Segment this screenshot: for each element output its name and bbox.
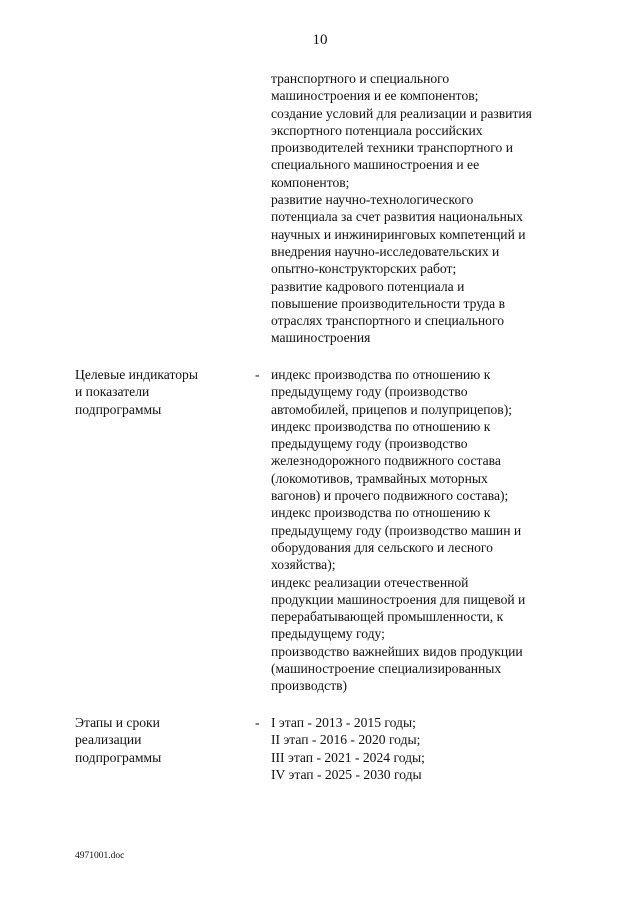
value-line: производство важнейших видов продукции — [271, 643, 523, 659]
label-line: и показатели — [75, 384, 150, 400]
page-number: 10 — [312, 32, 328, 48]
continuation-text — [271, 70, 532, 347]
text-line: экспортного потенциала российских — [271, 122, 483, 138]
row-dash: - — [255, 367, 260, 382]
text-line: внедрения научно-исследовательских и — [271, 243, 500, 259]
value-line: индекс производства по отношению к — [271, 505, 491, 521]
text-line: развитие кадрового потенциала и — [271, 278, 465, 294]
value-line: индекс реализации отечественной — [271, 574, 469, 590]
label-line: подпрограммы — [75, 749, 162, 765]
text-line: повышение производительности труда в — [271, 295, 505, 311]
value-line: (машиностроение специализированных — [271, 661, 502, 677]
value-line: III этап - 2021 - 2024 годы; — [271, 749, 425, 765]
value-line: предыдущему году (производство — [271, 384, 468, 400]
value-line: IV этап - 2025 - 2030 годы — [271, 766, 422, 782]
value-line: автомобилей, прицепов и полуприцепов); — [271, 401, 513, 417]
value-line: перерабатывающей промышленности, к — [271, 609, 504, 625]
value-line: I этап - 2013 - 2015 годы; — [271, 715, 416, 730]
label-line: реализации — [75, 732, 142, 748]
text-line: транспортного и специального — [271, 71, 450, 86]
value-line: продукции машиностроения для пищевой и — [271, 591, 526, 607]
text-line: компонентов; — [271, 174, 350, 190]
text-line: машиностроения и ее компонентов; — [271, 88, 479, 104]
value-line: производств) — [271, 678, 348, 694]
value-line: вагонов) и прочего подвижного состава); — [271, 488, 509, 504]
value-line: индекс производства по отношению к — [271, 418, 491, 434]
value-line: предыдущему году (производство машин и — [271, 522, 522, 538]
text-line: потенциала за счет развития национальных — [271, 209, 523, 225]
row-dash: - — [255, 715, 260, 730]
row-value-indicators — [271, 366, 525, 695]
label-line: подпрограммы — [75, 401, 162, 417]
value-line: железнодорожного подвижного состава — [271, 453, 501, 469]
text-line: отраслях транспортного и специального — [271, 313, 505, 329]
value-line: (локомотивов, трамвайных моторных — [271, 470, 488, 486]
value-line: индекс производства по отношению к — [271, 367, 491, 382]
text-line: производителей техники транспортного и — [271, 140, 513, 156]
text-line: опытно-конструкторских работ; — [271, 261, 457, 277]
row-label-stages — [75, 714, 161, 766]
value-line: II этап - 2016 - 2020 годы; — [271, 732, 421, 748]
value-line: предыдущему году; — [271, 626, 385, 642]
value-line: оборудования для сельского и лесного — [271, 539, 493, 555]
value-line: хозяйства); — [271, 557, 336, 573]
value-line: предыдущему году (производство — [271, 436, 468, 452]
text-line: развитие научно-технологического — [271, 192, 474, 208]
row-value-stages — [271, 714, 425, 783]
row-label-indicators — [75, 366, 198, 418]
text-line: создание условий для реализации и развития — [271, 105, 532, 121]
label-line: Этапы и сроки — [75, 715, 160, 730]
footer-filename: 4971001.doc — [75, 851, 125, 861]
text-line: специального машиностроения и ее — [271, 157, 480, 173]
text-line: научных и инжиниринговых компетенций и — [271, 226, 526, 242]
text-line: машиностроения — [271, 330, 371, 346]
label-line: Целевые индикаторы — [75, 367, 198, 382]
